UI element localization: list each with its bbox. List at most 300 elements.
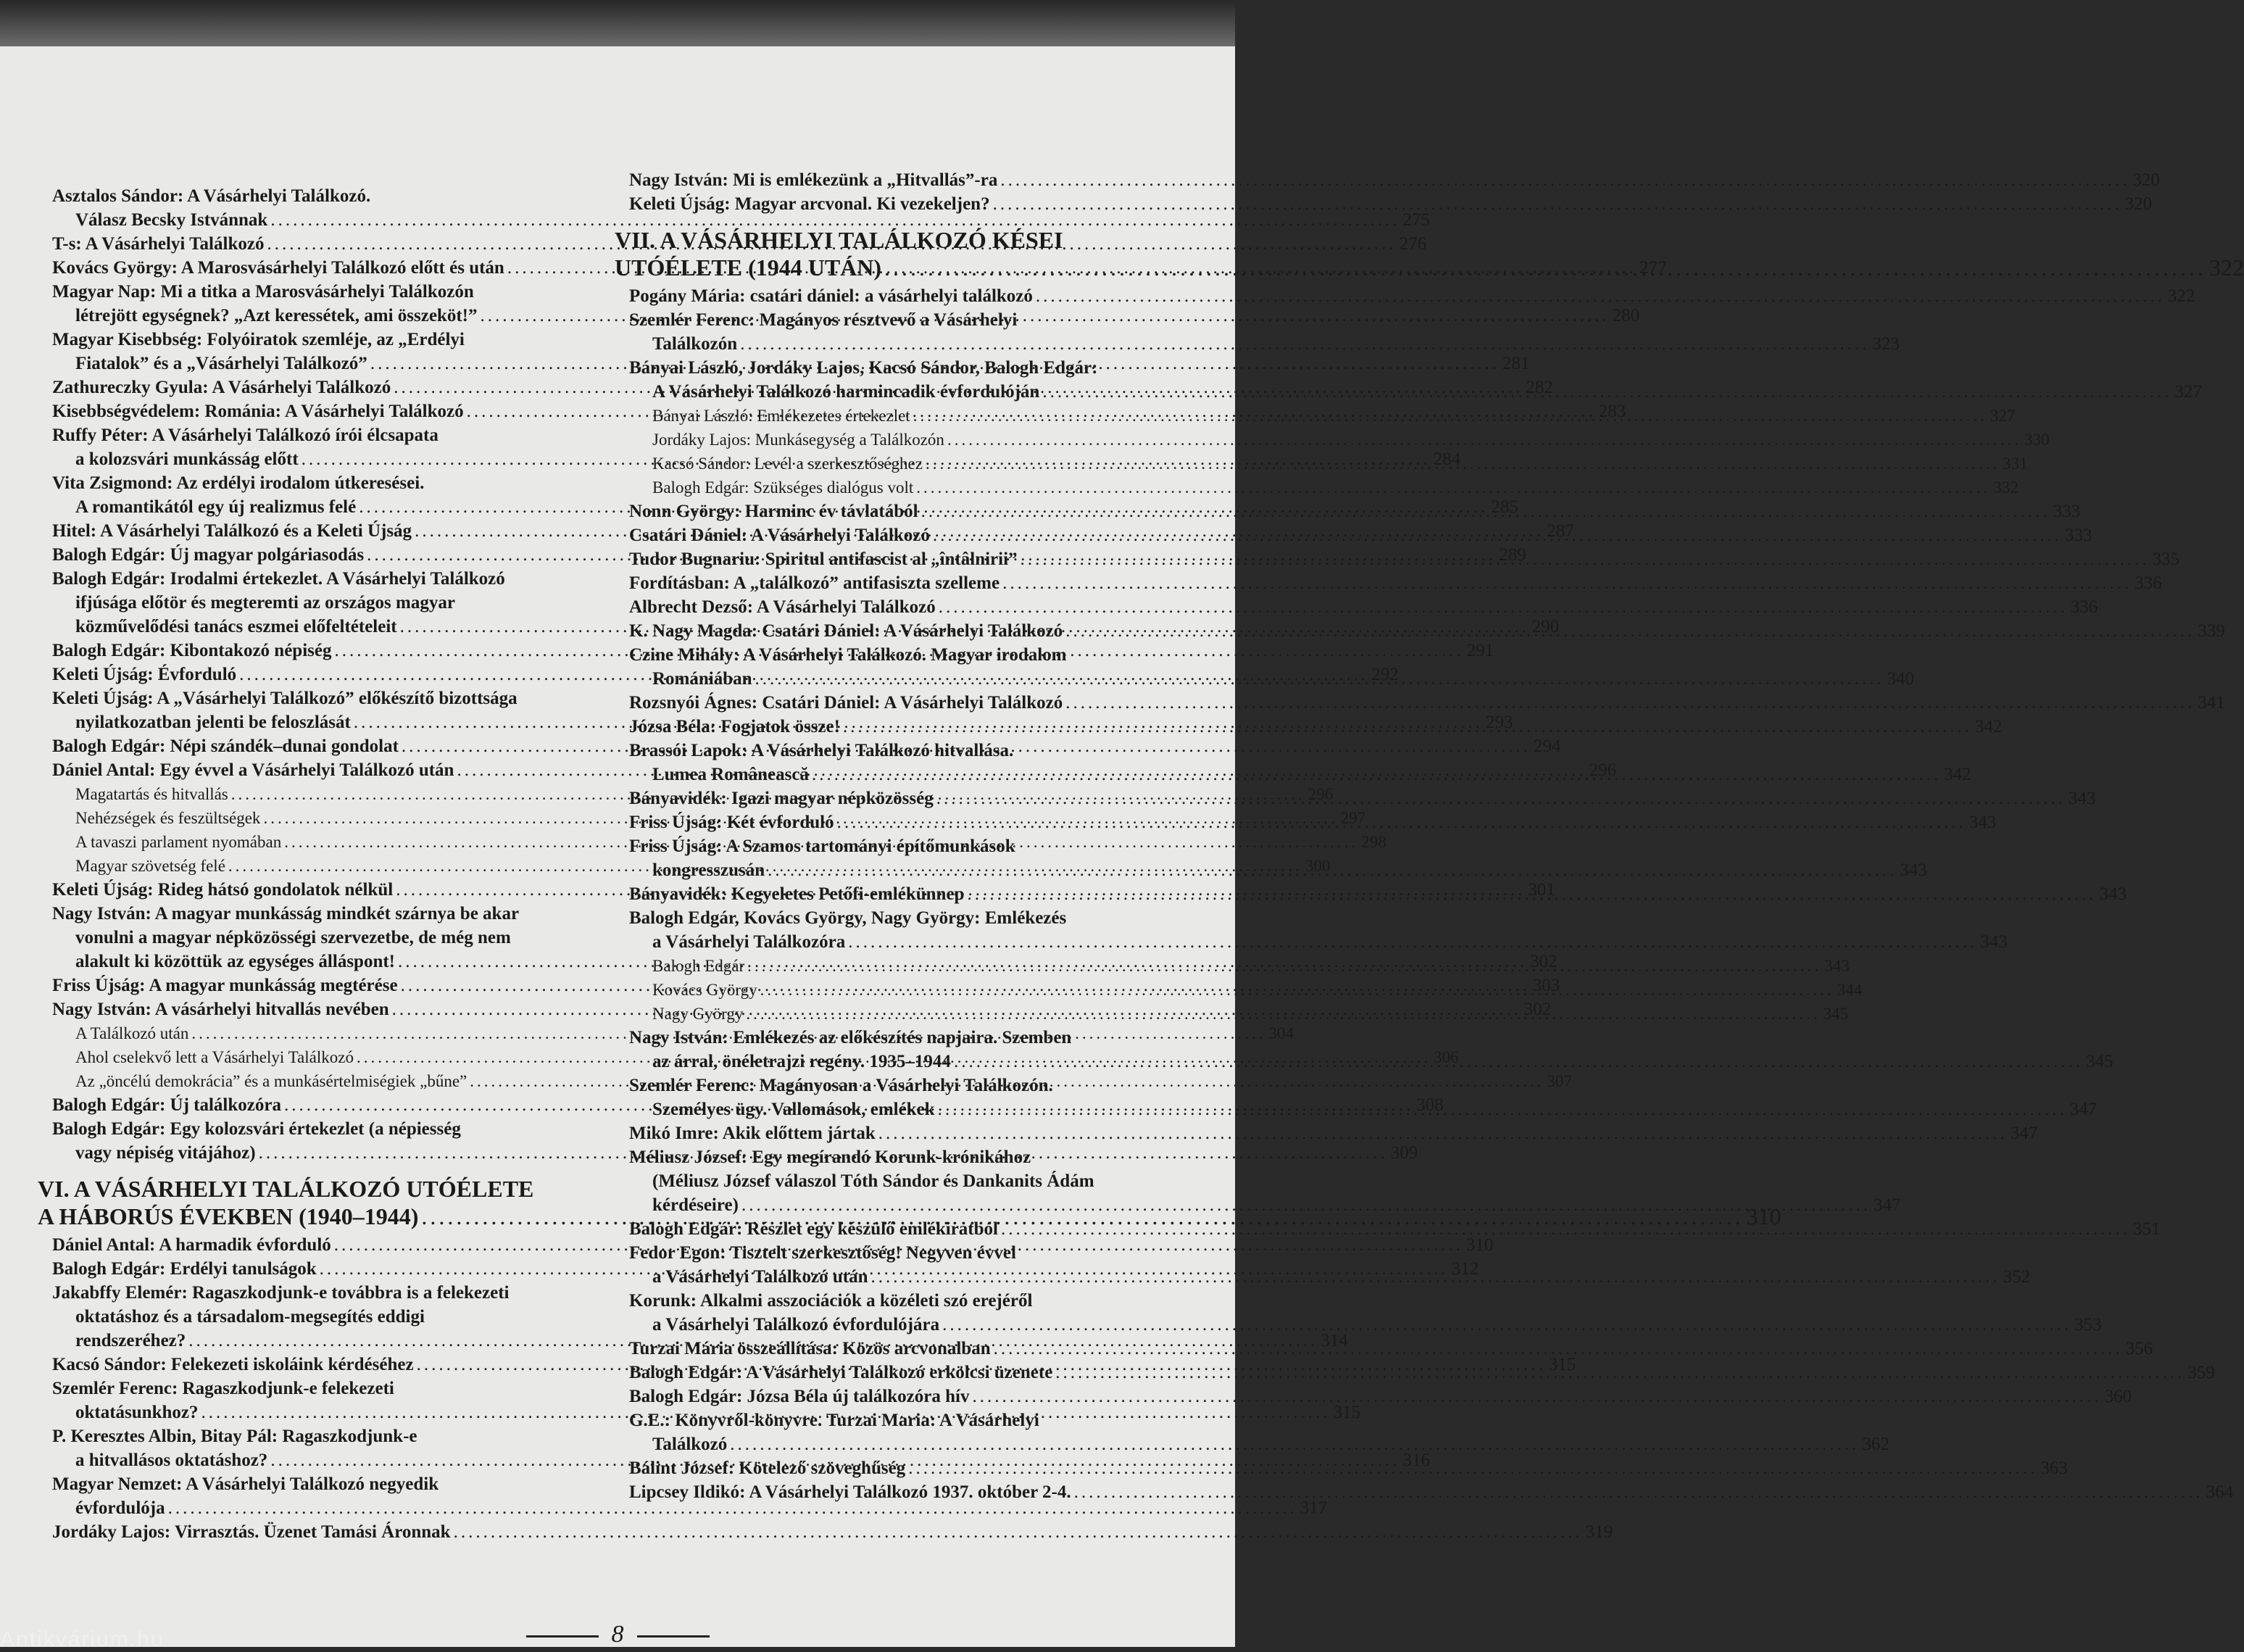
dot-leader <box>967 882 2096 906</box>
toc-title-text: Keleti Újság: Évforduló <box>52 665 237 684</box>
toc-title-text: rendszeréhez? <box>75 1331 186 1350</box>
toc-entry <box>629 192 2153 216</box>
dot-leader <box>939 595 2068 619</box>
dot-leader <box>993 192 2122 216</box>
toc-page-number: 340 <box>1887 669 1915 689</box>
toc-line <box>629 834 1176 858</box>
toc-title-text: Balogh Edgár <box>652 957 745 975</box>
toc-title-text: K. Nagy Magda: Csatári Dániel: A Vásárhelyi Találkozó <box>629 621 1063 641</box>
toc-line <box>615 226 1176 254</box>
toc-title-text: Kovács György: A Marosvásárhelyi Találkozó előtt és után <box>52 258 504 278</box>
toc-page-number: 296 <box>1308 785 1334 803</box>
dot-leader <box>926 452 2000 476</box>
toc-page-number: 316 <box>1402 1450 1430 1470</box>
page-footer <box>0 1621 1235 1648</box>
dot-leader <box>746 1002 1820 1026</box>
toc-line <box>629 1432 1890 1456</box>
toc-line <box>629 906 1176 930</box>
toc-title-text: (Méliusz József válaszol Tóth Sándor és Dankanits Ádám <box>652 1171 1094 1191</box>
toc-title-text: Asztalos Sándor: A Vásárhelyi Találkozó. <box>52 186 371 206</box>
toc-title-text: Szemlér Ferenc: Magányosan a Vásárhelyi Találkozón. <box>629 1076 1053 1095</box>
toc-line <box>52 591 603 615</box>
toc-title-text: Bányavidék: Igazi magyar népközösség <box>629 789 934 808</box>
toc-title-text: Bálint József: Kötelező szöveghűség <box>629 1458 906 1478</box>
toc-page-number: 327 <box>2174 382 2202 402</box>
page-number: 8 <box>611 1621 624 1648</box>
toc-page-number: 363 <box>2040 1458 2068 1478</box>
dot-leader <box>936 786 2066 810</box>
toc-line <box>629 1074 1176 1097</box>
toc-line <box>629 1145 1176 1169</box>
toc-page-number: 333 <box>2064 526 2093 545</box>
toc-title-text: Vita Zsigmond: Az erdélyi irodalom útkeresései. <box>52 473 425 493</box>
toc-page-number: 309 <box>1390 1143 1418 1163</box>
toc-line <box>52 184 603 208</box>
toc-title-text: Balogh Edgár: Irodalmi értekezlet. A Vásárhelyi Találkozó <box>52 569 505 589</box>
dot-leader <box>1065 691 2195 715</box>
toc-page-number: 297 <box>1340 809 1366 827</box>
toc-page-number: 343 <box>1900 860 1927 880</box>
toc-title-text: Magyar Nemzet: A Vásárhelyi Találkozó negyedik <box>52 1474 439 1494</box>
toc-title-text: Tudor Bugnariu: Spiritul antifascist al „întâlnirii” <box>629 549 1018 569</box>
toc-title-text: ifjúsága előtör és megteremti az országos magyar <box>75 593 455 613</box>
toc-title-text: vonulni a magyar népközösségi szervezetbe, de még nem <box>75 928 511 947</box>
toc-line <box>629 192 2153 216</box>
toc-page-number: 310 <box>1466 1235 1494 1255</box>
toc-title-text: oktatásunkhoz? <box>75 1403 199 1422</box>
toc-title-text: Jordáky Lajos: Virrasztás. Üzenet Tamási Áronnak <box>52 1522 451 1542</box>
book-gutter <box>0 0 1235 46</box>
toc-title-text: Balogh Edgár: Szükséges dialógus volt <box>652 478 914 497</box>
toc-line <box>52 567 603 591</box>
toc-line <box>629 284 2195 308</box>
toc-page-number: 347 <box>1873 1195 1901 1215</box>
toc-page-number: 322 <box>2167 286 2195 306</box>
toc-title-text: VI. A VÁSÁRHELYI TALÁLKOZÓ UTÓÉLETE <box>38 1176 534 1202</box>
dot-leader <box>837 810 1966 834</box>
toc-page-number: 308 <box>1416 1095 1444 1115</box>
toc-title-text: P. Keresztes Albin, Bitay Pál: Ragaszkodjunk-e <box>52 1427 417 1446</box>
toc-line <box>629 1121 2038 1145</box>
toc-page-number: 302 <box>1524 1000 1552 1019</box>
toc-line <box>52 1281 603 1305</box>
toc-line <box>52 1424 603 1448</box>
toc-page-number: 343 <box>1980 932 2008 952</box>
toc-line <box>629 643 1176 667</box>
toc-line <box>629 1241 1176 1265</box>
toc-title-text: Rozsnyói Ágnes: Csatári Dániel: A Vásárhelyi Találkozó <box>629 693 1063 713</box>
dot-leader <box>740 332 1869 356</box>
toc-title-text: Balogh Edgár, Kovács György, Nagy György: Emlékezés <box>629 908 1067 928</box>
toc-title-text: Mikó Imre: Akik előttem jártak <box>629 1124 876 1143</box>
dot-leader <box>1036 284 2165 308</box>
toc-page-number: 319 <box>1585 1522 1613 1542</box>
dot-leader <box>1002 571 2132 595</box>
toc-title-text: Személyes ügy. Vallomások, emlékek <box>652 1100 935 1119</box>
toc-line <box>52 1496 1328 1520</box>
toc-title-text: Nagy István: Emlékezés az előkészítés napjaira. Szemben <box>629 1028 1072 1047</box>
toc-title-text: Nagy István: Mi is emlékezünk a „Hitvallás”-ra <box>629 170 998 190</box>
toc-title-text: Magatartás és hitvallás <box>75 785 228 803</box>
toc-page-number: 333 <box>2053 502 2081 521</box>
toc-page-number: 347 <box>2069 1100 2098 1119</box>
toc-page-number: 343 <box>1969 813 1997 832</box>
toc-page-number: 304 <box>1268 1024 1294 1042</box>
toc-page-number: 342 <box>1943 765 1971 784</box>
toc-page-number: 352 <box>2003 1267 2031 1287</box>
toc-page-number: 332 <box>1993 478 2019 497</box>
toc-page-number: 310 <box>1746 1203 1782 1229</box>
toc-title-text: Albrecht Dezső: A Vásárhelyi Találkozó <box>629 597 936 617</box>
toc-title-text: vagy népiség vitájához) <box>75 1143 256 1163</box>
toc-title-text: a Vásárhelyi Találkozó évfordulójára <box>652 1315 940 1335</box>
toc-title-text: Nehézségek és feszültségek <box>75 809 261 827</box>
toc-line <box>629 930 2008 954</box>
toc-page-number: 347 <box>2010 1124 2038 1143</box>
toc-page-number: 362 <box>1862 1435 1890 1454</box>
toc-page-number: 282 <box>1526 378 1553 397</box>
toc-line <box>52 926 603 950</box>
toc-title-text: Turzai Mária összeállítása: Közös arcvonalban <box>629 1339 991 1358</box>
toc-title-text: az árral, önéletrajzi regény. 1935–1944 <box>652 1052 951 1071</box>
toc-page-number: 345 <box>1823 1005 1848 1023</box>
toc-line <box>629 168 2160 192</box>
toc-page-number: 283 <box>1598 402 1626 421</box>
toc-title-text: Keleti Újság: Magyar arcvonal. Ki vezekeljen? <box>629 194 990 214</box>
toc-line <box>629 1313 2102 1337</box>
toc-title-text: közművelődési tanács eszmei előfeltételeit <box>75 617 397 636</box>
toc-entry <box>629 1385 2132 1408</box>
toc-title-text: évfordulója <box>75 1498 165 1518</box>
toc-line <box>38 1175 603 1203</box>
toc-line <box>629 356 1176 380</box>
toc-title-text: Nagy István: A vásárhelyi hitvallás nevében <box>52 1000 389 1019</box>
toc-entry <box>52 1520 1613 1544</box>
dot-leader <box>1021 547 2150 571</box>
toc-line <box>52 686 603 710</box>
toc-page-number: 300 <box>1305 857 1331 875</box>
dot-leader <box>884 254 2206 281</box>
toc-title-text: Szemlér Ferenc: Ragaszkodjunk-e felekezeti <box>52 1379 394 1398</box>
dot-leader <box>843 715 1972 739</box>
toc-title-text: A Vásárhelyi Találkozó harmincadik évfordulóján <box>652 382 1040 402</box>
toc-title-text: Friss Újság: A Szamos tartományi építőmunkások <box>629 837 1015 856</box>
toc-page-number: 291 <box>1466 641 1494 660</box>
toc-line <box>52 208 1430 232</box>
dot-leader <box>1065 619 2195 643</box>
toc-title-text: Balogh Edgár: Egy kolozsvári értekezlet (a népiesség <box>52 1119 461 1139</box>
toc-subentry <box>629 476 2019 499</box>
toc-entry <box>629 284 2195 308</box>
toc-title-text: Magyar Nap: Mi a titka a Marosvásárhelyi Találkozón <box>52 282 474 302</box>
toc-page-number: 353 <box>2074 1315 2102 1335</box>
toc-page-number: 306 <box>1433 1048 1459 1066</box>
toc-entry <box>629 1480 2234 1504</box>
toc-title-text: Lipcsey Ildikó: A Vásárhelyi Találkozó 1937. október 2-4. <box>629 1482 1071 1502</box>
toc-title-text: Pogány Mária: csatári dániel: a vásárhelyi találkozó <box>629 286 1033 306</box>
toc-title-text: Csatári Dániel: A Vásárhelyi Találkozó <box>629 526 930 545</box>
toc-title-text: Lumea Românească <box>652 765 809 784</box>
toc-page-number: 315 <box>1548 1355 1576 1374</box>
toc-title-text: a Vásárhelyi Találkozóra <box>652 932 846 952</box>
toc-title-text: Romániában <box>652 669 752 689</box>
toc-title-text: Korunk: Alkalmi asszociációk a közéleti szó erejéről <box>629 1291 1033 1311</box>
toc-page-number: 315 <box>1333 1403 1360 1422</box>
toc-title-text: Fedor Egon: Tisztelt szerkesztőség! Negyven évvel <box>629 1243 1016 1263</box>
toc-line <box>629 1026 1176 1050</box>
toc-title-text: Találkozó <box>652 1435 728 1454</box>
dot-leader <box>1000 168 2129 192</box>
toc-title-text: Dániel Antal: A harmadik évforduló <box>52 1235 331 1255</box>
dot-leader <box>1074 1480 2203 1504</box>
dot-leader <box>1055 1361 2185 1385</box>
toc-title-text: A Találkozó után <box>75 1024 189 1042</box>
toc-line <box>52 1472 603 1496</box>
toc-title-text: Balogh Edgár: Erdélyi tanulságok <box>52 1259 317 1279</box>
footer-rule-left <box>526 1635 599 1638</box>
toc-title-text: Kovács György <box>652 981 757 999</box>
dot-leader <box>994 1337 2123 1361</box>
toc-title-text: Balogh Edgár: Kibontakozó népiség <box>52 641 332 660</box>
toc-entry <box>629 906 2008 954</box>
toc-page-number: 314 <box>1321 1331 1348 1350</box>
dot-leader <box>848 930 1977 954</box>
toc-entry <box>629 1217 2161 1241</box>
dot-leader <box>454 1520 1583 1544</box>
toc-page-number: 307 <box>1547 1072 1572 1090</box>
toc-title-text: A romantikától egy új realizmus felé <box>75 497 357 517</box>
toc-title-text: Balogh Edgár: Részlet egy készülő emlékiratból <box>629 1219 998 1239</box>
toc-title-text: Nagy István: A magyar munkásság mindkét szárnya be akar <box>52 904 520 923</box>
toc-line <box>652 428 2050 452</box>
toc-line <box>629 332 1900 356</box>
toc-title-text: Czine Mihály: A Vásárhelyi Találkozó. Magyar irodalom <box>629 645 1067 665</box>
toc-title-text: Józsa Béla: Fogjatok össze! <box>629 717 840 736</box>
toc-page-number: 277 <box>1639 258 1667 278</box>
toc-page-number: 360 <box>2104 1387 2132 1406</box>
toc-page-number: 317 <box>1300 1498 1328 1518</box>
toc-page-number: 293 <box>1485 713 1513 732</box>
toc-title-text: Bányavidék: Kegyeletes Petőfi-emlékünnep <box>629 884 965 904</box>
toc-title-text: Fordításban: A „találkozó” antifasiszta szelleme <box>629 573 1000 593</box>
dot-leader <box>921 499 2050 523</box>
dot-leader <box>947 428 2021 452</box>
toc-page-number: 289 <box>1499 545 1526 565</box>
toc-page-number: 303 <box>1532 976 1561 995</box>
dot-leader <box>1001 1217 2130 1241</box>
toc-line <box>629 1169 1176 1193</box>
toc-page-number: 284 <box>1433 449 1461 469</box>
toc-title-text: a kolozsvári munkásság előtt <box>75 449 299 469</box>
toc-title-text: a Vásárhelyi Találkozó után <box>652 1267 868 1287</box>
toc-page-number: 301 <box>1528 880 1555 900</box>
toc-page-number: 343 <box>1824 957 1850 975</box>
toc-page-number: 364 <box>2206 1482 2234 1502</box>
dot-leader <box>1042 380 2172 404</box>
toc-entry <box>629 168 2160 192</box>
toc-page-number: 298 <box>1361 833 1387 851</box>
toc-title-text: Balogh Edgár: A Vásárhelyi Találkozó erkölcsi üzenete <box>629 1363 1053 1382</box>
toc-page-number: 342 <box>1974 717 2003 736</box>
toc-title-text: A HÁBORÚS ÉVEKBEN (1940–1944) <box>38 1203 419 1229</box>
toc-page-number: 292 <box>1371 665 1399 684</box>
toc-entry <box>629 1121 2038 1145</box>
toc-page-number: 312 <box>1451 1259 1479 1279</box>
toc-line <box>52 1520 1613 1544</box>
toc-page-number: 335 <box>2152 549 2180 569</box>
toc-title-text: Szemlér Ferenc: Magányos résztvevő a Vásárhelyi <box>629 310 1018 330</box>
toc-line <box>629 308 1176 332</box>
dot-leader <box>871 1265 2000 1289</box>
toc-subentry <box>629 428 2050 452</box>
dot-leader <box>755 667 1884 691</box>
toc-page-number: 336 <box>2135 573 2162 593</box>
toc-page-number: 343 <box>2068 789 2096 808</box>
dot-leader <box>933 523 2062 547</box>
dot-leader <box>768 858 1897 882</box>
toc-title-text: Jordáky Lajos: Munkásegység a Találkozón <box>652 431 944 449</box>
footer-rule-right <box>637 1635 710 1638</box>
toc-page-number: 343 <box>2099 884 2127 904</box>
toc-line <box>629 1217 2161 1241</box>
toc-title-text: kérdéseire) <box>652 1195 739 1215</box>
toc-title-text: Keleti Újság: Rideg hátsó gondolatok nélkül <box>52 880 394 900</box>
toc-title-text: Jakabffy Elemér: Ragaszkodjunk-e továbbra is a felekezeti <box>52 1283 510 1303</box>
toc-entry <box>629 691 2225 715</box>
toc-title-text: Az „öncélú demokrácia” és a munkásértelmiségiek „bűne” <box>75 1072 467 1090</box>
toc-title-text: Balogh Edgár: Új magyar polgáriasodás <box>52 545 365 565</box>
toc-title-text: UTÓÉLETE (1944 UTÁN) <box>615 254 882 281</box>
dot-leader <box>954 1050 2083 1074</box>
toc-line <box>52 280 603 304</box>
toc-title-text: a hitvallásos oktatáshoz? <box>75 1450 268 1470</box>
toc-line <box>52 328 603 352</box>
watermark: Antikvárium.hu <box>0 1627 165 1651</box>
toc-page-number: 323 <box>1872 334 1900 354</box>
toc-page-number: 280 <box>1612 306 1640 325</box>
toc-page-number: 330 <box>2024 431 2050 449</box>
toc-title-text: Kisebbségvédelem: Románia: A Vásárhelyi Találkozó <box>52 402 464 421</box>
toc-title-text: Fiatalok” és a „Vásárhelyi Találkozó” <box>75 354 367 373</box>
toc-page-number: 302 <box>1530 952 1558 971</box>
toc-line <box>629 691 2225 715</box>
toc-title-text: Balogh Edgár: Népi szándék–dunai gondolat <box>52 736 399 756</box>
toc-title-text: Bányai László, Jordáky Lajos, Kacsó Sándor, Balogh Edgár: <box>629 358 1098 378</box>
toc-page-number: 331 <box>2002 454 2028 473</box>
toc-page-number: 341 <box>2198 693 2225 713</box>
toc-title-text: Magyar Kisebbség: Folyóiratok szemléje, az „Erdélyi <box>52 330 465 349</box>
toc-title-text: VII. A VÁSÁRHELYI TALÁLKOZÓ KÉSEI <box>615 227 1063 253</box>
dot-leader <box>730 1432 1859 1456</box>
toc-title-text: Friss Újság: Két évforduló <box>629 813 834 832</box>
toc-line <box>629 571 2162 595</box>
toc-title-text: alakult ki közöttük az egységes álláspont! <box>75 952 396 971</box>
toc-title-text: Dániel Antal: Egy évvel a Vásárhelyi Találkozó után <box>52 760 454 780</box>
toc-page-number: 344 <box>1837 981 1863 999</box>
dot-leader <box>812 763 1941 786</box>
toc-line <box>629 595 2098 619</box>
toc-title-text: Magyar szövetség felé <box>75 857 225 875</box>
toc-page-number: 336 <box>2070 597 2098 617</box>
toc-page-number: 351 <box>2132 1219 2161 1239</box>
toc-page-number: 320 <box>2124 194 2153 214</box>
toc-title-text: Friss Újság: A magyar munkásság megtérése <box>52 976 398 995</box>
dot-leader <box>741 1193 1871 1217</box>
toc-title-text: Zathureczky Gyula: A Vásárhelyi Találkozó <box>52 378 391 397</box>
toc-line <box>652 476 2019 499</box>
toc-line <box>52 902 603 926</box>
toc-title-text: Nagy György <box>652 1005 744 1023</box>
toc-entry <box>629 1289 2102 1337</box>
dot-leader <box>942 1313 2071 1337</box>
toc-page-number: 327 <box>1990 407 2016 425</box>
toc-page-number: 345 <box>2085 1052 2114 1071</box>
toc-page-number: 320 <box>2132 170 2160 190</box>
toc-title-text: Keleti Újság: A „Vásárhelyi Találkozó” előkészítő bizottsága <box>52 689 518 708</box>
toc-page-number: 322 <box>2209 254 2244 281</box>
toc-title-text: Balogh Edgár: Új találkozóra <box>52 1095 281 1115</box>
dot-leader <box>913 404 1987 428</box>
toc-title-text: Nonn György: Harminc év távlatából <box>629 502 918 521</box>
toc-line <box>629 739 1176 763</box>
toc-page-number: 296 <box>1589 760 1616 780</box>
toc-entry <box>629 595 2098 619</box>
toc-line <box>52 423 603 447</box>
toc-page-number: 356 <box>2125 1339 2153 1358</box>
toc-title-text: Ahol cselekvő lett a Vásárhelyi Találkozó <box>75 1048 354 1066</box>
toc-title-text: G.E.: Könyvről-könyvre. Turzai Maria: A Vásárhelyi <box>629 1411 1039 1430</box>
toc-line <box>629 1480 2234 1504</box>
toc-title-text: Hitel: A Vásárhelyi Találkozó és a Keleti Újság <box>52 521 412 541</box>
toc-line <box>629 1289 1176 1313</box>
toc-title-text: Balogh Edgár: Józsa Béla új találkozóra hív <box>629 1387 970 1406</box>
toc-line <box>52 1305 603 1329</box>
toc-title-text: A tavaszi parlament nyomában <box>75 833 282 851</box>
dot-leader <box>747 954 1821 978</box>
toc-title-text: Válasz Becsky Istvánnak <box>75 210 268 230</box>
toc-line <box>52 471 603 495</box>
toc-page-number: 281 <box>1502 354 1530 373</box>
dot-leader <box>916 476 1990 499</box>
toc-title-text: kongresszusán <box>652 860 765 880</box>
toc-page-number: 294 <box>1533 736 1561 756</box>
toc-title-text: oktatáshoz és a társadalom-megsegítés eddigi <box>75 1307 425 1327</box>
toc-title-text: Kacsó Sándor: Levél a szerkesztőséghez <box>652 454 923 473</box>
toc-title-text: Bányai László: Emlékezetes értekezlet <box>652 407 910 425</box>
toc-page-number: 359 <box>2187 1363 2215 1382</box>
toc-title-text: nyilatkozatban jelenti be feloszlását <box>75 713 351 732</box>
dot-leader <box>972 1385 2101 1408</box>
toc-page-number: 290 <box>1532 617 1560 636</box>
dot-leader <box>908 1456 2037 1480</box>
toc-line <box>629 1408 1176 1432</box>
toc-line <box>629 1385 2132 1408</box>
toc-title-text: Ruffy Péter: A Vásárhelyi Találkozó írói élcsapata <box>52 426 439 445</box>
toc-line <box>52 1117 603 1141</box>
dot-leader <box>938 1097 2067 1121</box>
book-page <box>0 46 2244 1648</box>
toc-line <box>52 1377 603 1400</box>
toc-title-text: Méliusz József: Egy megírandó Korunk-krónikához <box>629 1147 1031 1167</box>
toc-title-text: Kacsó Sándor: Felekezeti iskoláink kérdéséhez <box>52 1355 414 1374</box>
toc-page-number: 285 <box>1491 497 1518 517</box>
toc-page-number: 339 <box>2198 621 2225 641</box>
toc-page-number: 276 <box>1399 234 1426 254</box>
toc-page-number: 287 <box>1547 521 1574 541</box>
dot-leader <box>760 978 1834 1002</box>
toc-entry <box>629 571 2162 595</box>
toc-title-text: Találkozón <box>652 334 738 354</box>
